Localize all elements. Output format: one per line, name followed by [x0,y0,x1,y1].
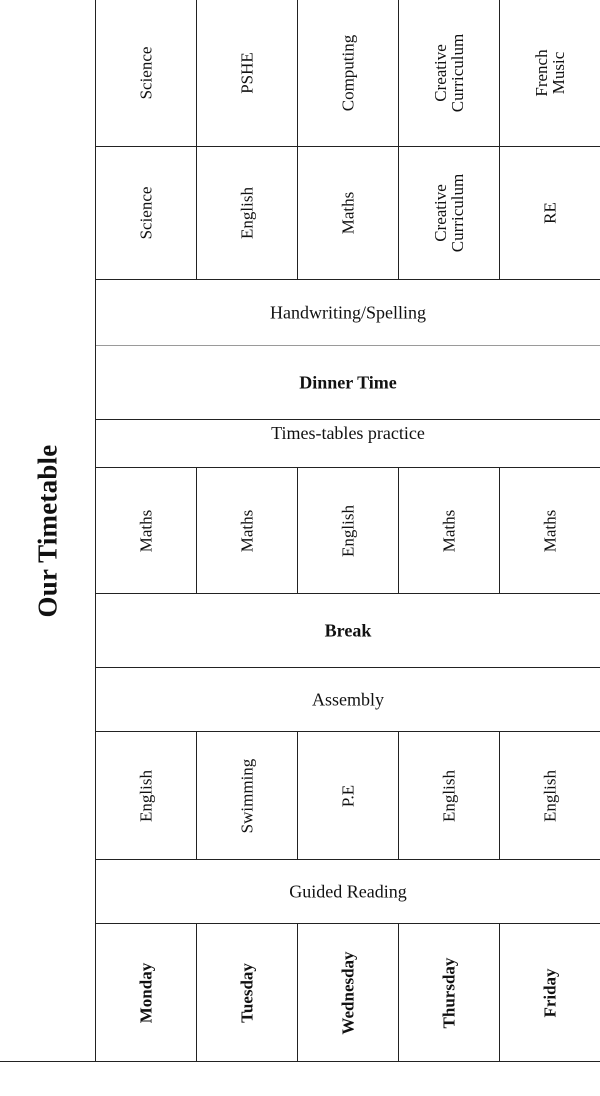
cell-monday-morning-2 [96,468,197,593]
subject-label: RE [540,202,560,224]
row-afternoon-lesson-2 [96,0,600,147]
cell-tuesday-morning-1 [197,732,298,859]
cell-tuesday-afternoon-2 [197,0,298,146]
day-label: Tuesday [237,962,257,1023]
subject-label: Curriculum [448,33,467,113]
assembly-label: Assembly [312,689,384,709]
timetable-grid [96,0,600,1062]
subject-label: French [532,49,551,97]
subject-label: Maths [136,509,156,552]
cell-thursday-morning-1 [399,732,500,859]
subject-label: Creative [431,184,450,242]
cell-monday-afternoon-2 [96,0,197,146]
day-header-friday [500,924,600,1061]
subject-label: Maths [338,191,358,235]
cell-wednesday-afternoon-2 [298,0,399,146]
row-break [96,594,600,668]
day-label: Monday [136,962,156,1023]
cell-wednesday-morning-1 [298,732,399,859]
day-header-wednesday [298,924,399,1061]
cell-monday-afternoon-1 [96,147,197,279]
subject-label: Swimming [237,758,257,833]
break-label: Break [324,620,372,640]
subject-label: English [237,187,257,239]
times-tables-label: Times-tables practice [271,423,425,443]
guided-reading-label: Guided Reading [289,881,407,901]
cell-friday-afternoon-1 [500,147,600,279]
day-header-tuesday [197,924,298,1061]
day-label: Friday [540,967,560,1018]
subject-label: Curriculum [448,173,467,253]
row-morning-lesson-2 [96,468,600,594]
subject-label: Computing [338,34,358,112]
cell-wednesday-morning-2 [298,468,399,593]
row-day-headers [96,924,600,1061]
subject-label: Music [549,51,568,95]
cell-thursday-afternoon-2 [399,0,500,146]
row-handwriting-spelling [96,280,600,346]
cell-monday-morning-1 [96,732,197,859]
subject-label: PSHE [237,52,257,94]
cell-thursday-afternoon-1 [399,147,500,279]
title-cell [0,0,96,1062]
row-morning-lesson-1 [96,732,600,860]
day-label: Wednesday [338,950,358,1035]
subject-label: P.E [338,784,358,807]
subject-label: English [136,769,156,822]
day-header-monday [96,924,197,1061]
subject-label: English [439,769,459,822]
handwriting-spelling-label: Handwriting/Spelling [270,302,426,322]
cell-friday-afternoon-2 [500,0,600,146]
subject-label: Science [136,46,156,100]
dinner-time-label: Dinner Time [299,372,397,392]
subject-label: English [540,769,560,822]
row-times-tables [96,420,600,468]
cell-tuesday-morning-2 [197,468,298,593]
subject-label: Maths [439,509,459,552]
timetable-title: Our Timetable [32,444,63,618]
day-header-thursday [399,924,500,1061]
subject-label: Creative [431,44,450,102]
subject-label: Maths [237,509,257,552]
subject-label: English [338,504,358,557]
cell-wednesday-afternoon-1 [298,147,399,279]
day-label: Thursday [439,957,459,1028]
cell-tuesday-afternoon-1 [197,147,298,279]
row-afternoon-lesson-1 [96,147,600,280]
cell-thursday-morning-2 [399,468,500,593]
cell-friday-morning-2 [500,468,600,593]
subject-label: Science [136,186,156,240]
row-dinner-time [96,346,600,420]
cell-friday-morning-1 [500,732,600,859]
row-assembly [96,668,600,732]
subject-label: Maths [540,509,560,552]
row-guided-reading [96,860,600,924]
